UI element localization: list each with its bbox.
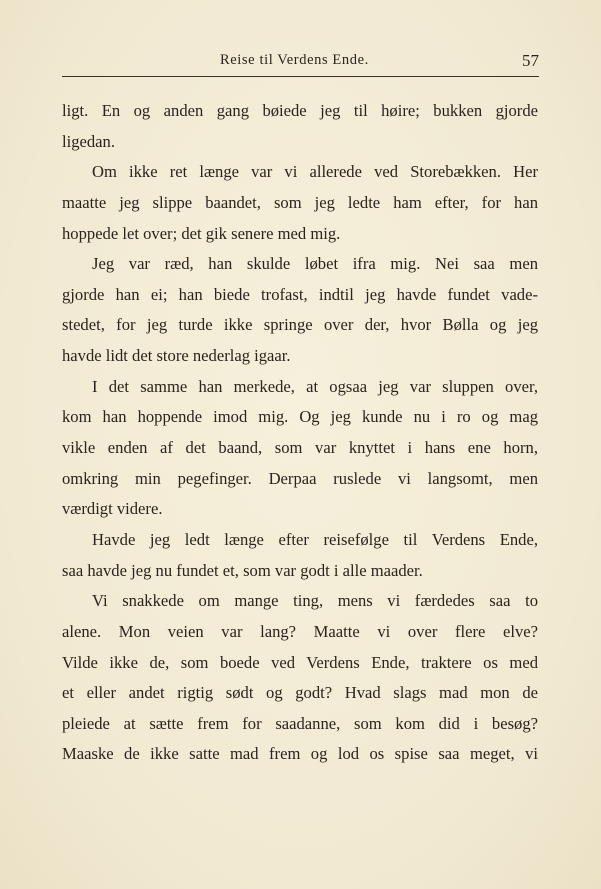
text-line: Jeg var ræd, han skulde løbet ifra mig. Nei saa men — [92, 254, 538, 274]
text-line: værdigt videre. — [62, 499, 163, 519]
text-line: ligedan. — [62, 131, 115, 151]
text-line: stedet, for jeg turde ikke springe over der, hvor Bølla og jeg — [62, 315, 538, 335]
text-line: Vilde ikke de, som boede ved Verdens Ende, traktere os med — [62, 652, 538, 672]
text-line: hoppede let over; det gik senere med mig. — [62, 223, 341, 243]
text-line: ligt. En og anden gang bøiede jeg til høire; bukken gjorde — [62, 101, 538, 120]
running-header — [62, 52, 539, 74]
text-line: Maaske de ikke satte mad frem og lod os spise saa meget, vi — [62, 744, 538, 764]
text-line: Havde jeg ledt længe efter reisefølge til Verdens Ende, — [92, 529, 538, 549]
text-line: alene. Mon veien var lang? Maatte vi over flere elve? — [62, 621, 538, 641]
text-line: kom han hoppende imod mig. Og jeg kunde nu i ro og mag — [62, 407, 538, 427]
body-text — [62, 96, 538, 770]
text-line: saa havde jeg nu fundet et, som var godt i alle maader. — [62, 560, 423, 580]
text-line: maatte jeg slippe baandet, som jeg ledte ham efter, for han — [62, 192, 538, 212]
text-line: gjorde han ei; han biede trofast, indtil jeg havde fundet vade- — [62, 284, 538, 304]
text-line: havde lidt det store nederlag igaar. — [62, 346, 291, 366]
page-number: 57 — [522, 51, 539, 70]
text-line: I det samme han merkede, at ogsaa jeg var sluppen over, — [92, 376, 538, 396]
running-title: Reise til Verdens Ende. — [220, 52, 369, 68]
header-rule — [62, 76, 539, 77]
text-line: Vi snakkede om mange ting, mens vi færdedes saa to — [92, 591, 538, 611]
text-line: Om ikke ret længe var vi allerede ved Storebækken. Her — [92, 162, 538, 182]
text-line: et eller andet rigtig sødt og godt? Hvad slags mad mon de — [62, 683, 538, 703]
text-line: omkring min pegefinger. Derpaa ruslede vi langsomt, men — [62, 468, 538, 488]
text-line: vikle enden af det baand, som var knyttet i hans ene horn, — [62, 438, 538, 458]
text-line: pleiede at sætte frem for saadanne, som kom did i besøg? — [62, 713, 538, 733]
